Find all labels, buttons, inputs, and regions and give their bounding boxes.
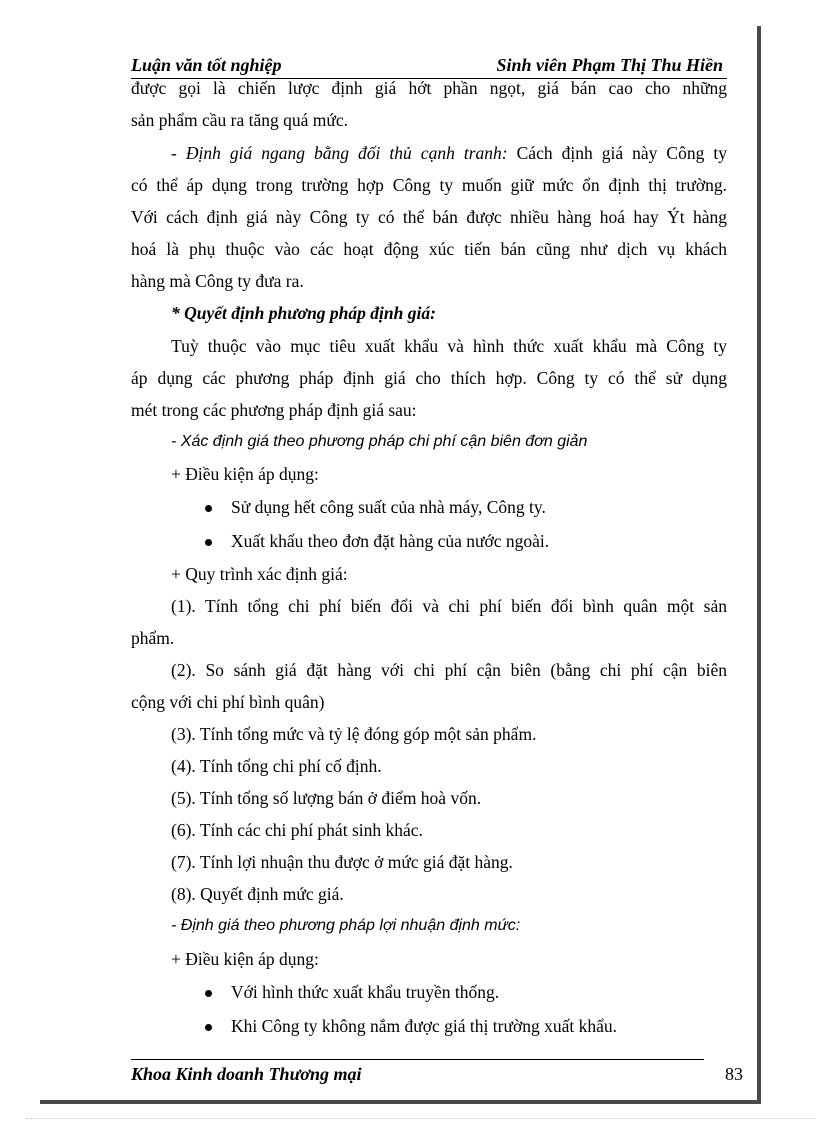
bullet-icon <box>205 539 212 546</box>
paragraph-line: Với cách định giá này Công ty có thể bán được nhiều hàng hoá hay Ýt hàng <box>131 207 727 227</box>
bullet-icon <box>205 1024 212 1031</box>
page-header <box>131 52 727 79</box>
paragraph-line: (6). Tính các chi phí phát sinh khác. <box>171 820 423 840</box>
paragraph-text: Cách định giá này Công ty <box>507 143 727 163</box>
paragraph-line: + Quy trình xác định giá: <box>171 564 348 584</box>
paragraph-line: + Điều kiện áp dụng: <box>171 949 319 969</box>
paragraph-line: sản phẩm cầu ra tăng quá mức. <box>131 110 348 130</box>
header-thesis-title: Luận văn tốt nghiệp <box>131 55 282 75</box>
bullet-item: Khi Công ty không nắm được giá thị trường xuất khẩu. <box>231 1016 617 1036</box>
bullet-item: Với hình thức xuất khẩu truyền thống. <box>231 982 500 1002</box>
header-student-name: Sinh viên Phạm Thị Thu Hiền <box>496 55 723 75</box>
page-break-line <box>26 1118 816 1119</box>
paragraph-line: Tuỳ thuộc vào mục tiêu xuất khẩu và hình thức xuất khẩu mà Công ty <box>171 336 727 356</box>
page-shadow-right <box>757 26 761 1104</box>
paragraph-line: phẩm. <box>131 628 175 648</box>
paragraph-line: (5). Tính tổng số lượng bán ở điểm hoà vốn. <box>171 788 482 808</box>
paragraph-line: (2). So sánh giá đặt hàng với chi phí cận biên (bằng chi phí cận biên <box>171 660 727 680</box>
paragraph-line: (3). Tính tổng mức và tỷ lệ đóng góp một sản phẩm. <box>171 724 537 744</box>
bullet-icon <box>205 990 212 997</box>
paragraph-line: có thể áp dụng trong trường hợp Công ty muốn giữ mức ổn định thị trường. <box>131 175 727 195</box>
paragraph-line: + Điều kiện áp dụng: <box>171 464 319 484</box>
section-heading: * Quyết định phương pháp định giá: <box>171 303 436 323</box>
paragraph-line: (4). Tính tổng chi phí cố định. <box>171 756 382 776</box>
page-number: 83 <box>725 1064 743 1084</box>
method-heading: - Xác định giá theo phương pháp chi phí cận biên đơn giản <box>171 433 588 450</box>
paragraph-line: (8). Quyết định mức giá. <box>171 884 344 904</box>
paragraph-line: cộng với chi phí bình quân) <box>131 692 325 712</box>
method-heading: - Định giá theo phương pháp lợi nhuận định mức: <box>171 917 521 934</box>
footer-faculty: Khoa Kinh doanh Thương mại <box>131 1064 362 1084</box>
paragraph-line: hàng mà Công ty đưa ra. <box>131 271 304 291</box>
paragraph-line: áp dụng các phương pháp định giá cho thích hợp. Công ty có thể sử dụng <box>131 368 727 388</box>
page-shadow-bottom <box>40 1100 761 1104</box>
paragraph-line: (7). Tính lợi nhuận thu được ở mức giá đặt hàng. <box>171 852 513 872</box>
bullet-item: Sử dụng hết công suất của nhà máy, Công ty. <box>231 497 546 517</box>
paragraph-line: được gọi là chiến lược định giá hớt phần ngọt, giá bán cao cho những <box>131 78 727 98</box>
italic-term: - Định giá ngang bằng đối thủ cạnh tranh: <box>171 143 508 163</box>
bullet-icon <box>205 505 212 512</box>
paragraph-line: mét trong các phương pháp định giá sau: <box>131 400 417 420</box>
paragraph-line <box>171 142 727 164</box>
bullet-item: Xuất khẩu theo đơn đặt hàng của nước ngoài. <box>231 531 550 551</box>
paragraph-line: hoá là phụ thuộc vào các hoạt động xúc tiến bán cũng như dịch vụ khách <box>131 239 727 259</box>
paragraph-line: (1). Tính tổng chi phí biến đổi và chi phí biến đổi bình quân một sản <box>171 596 727 616</box>
footer-divider <box>131 1059 704 1060</box>
